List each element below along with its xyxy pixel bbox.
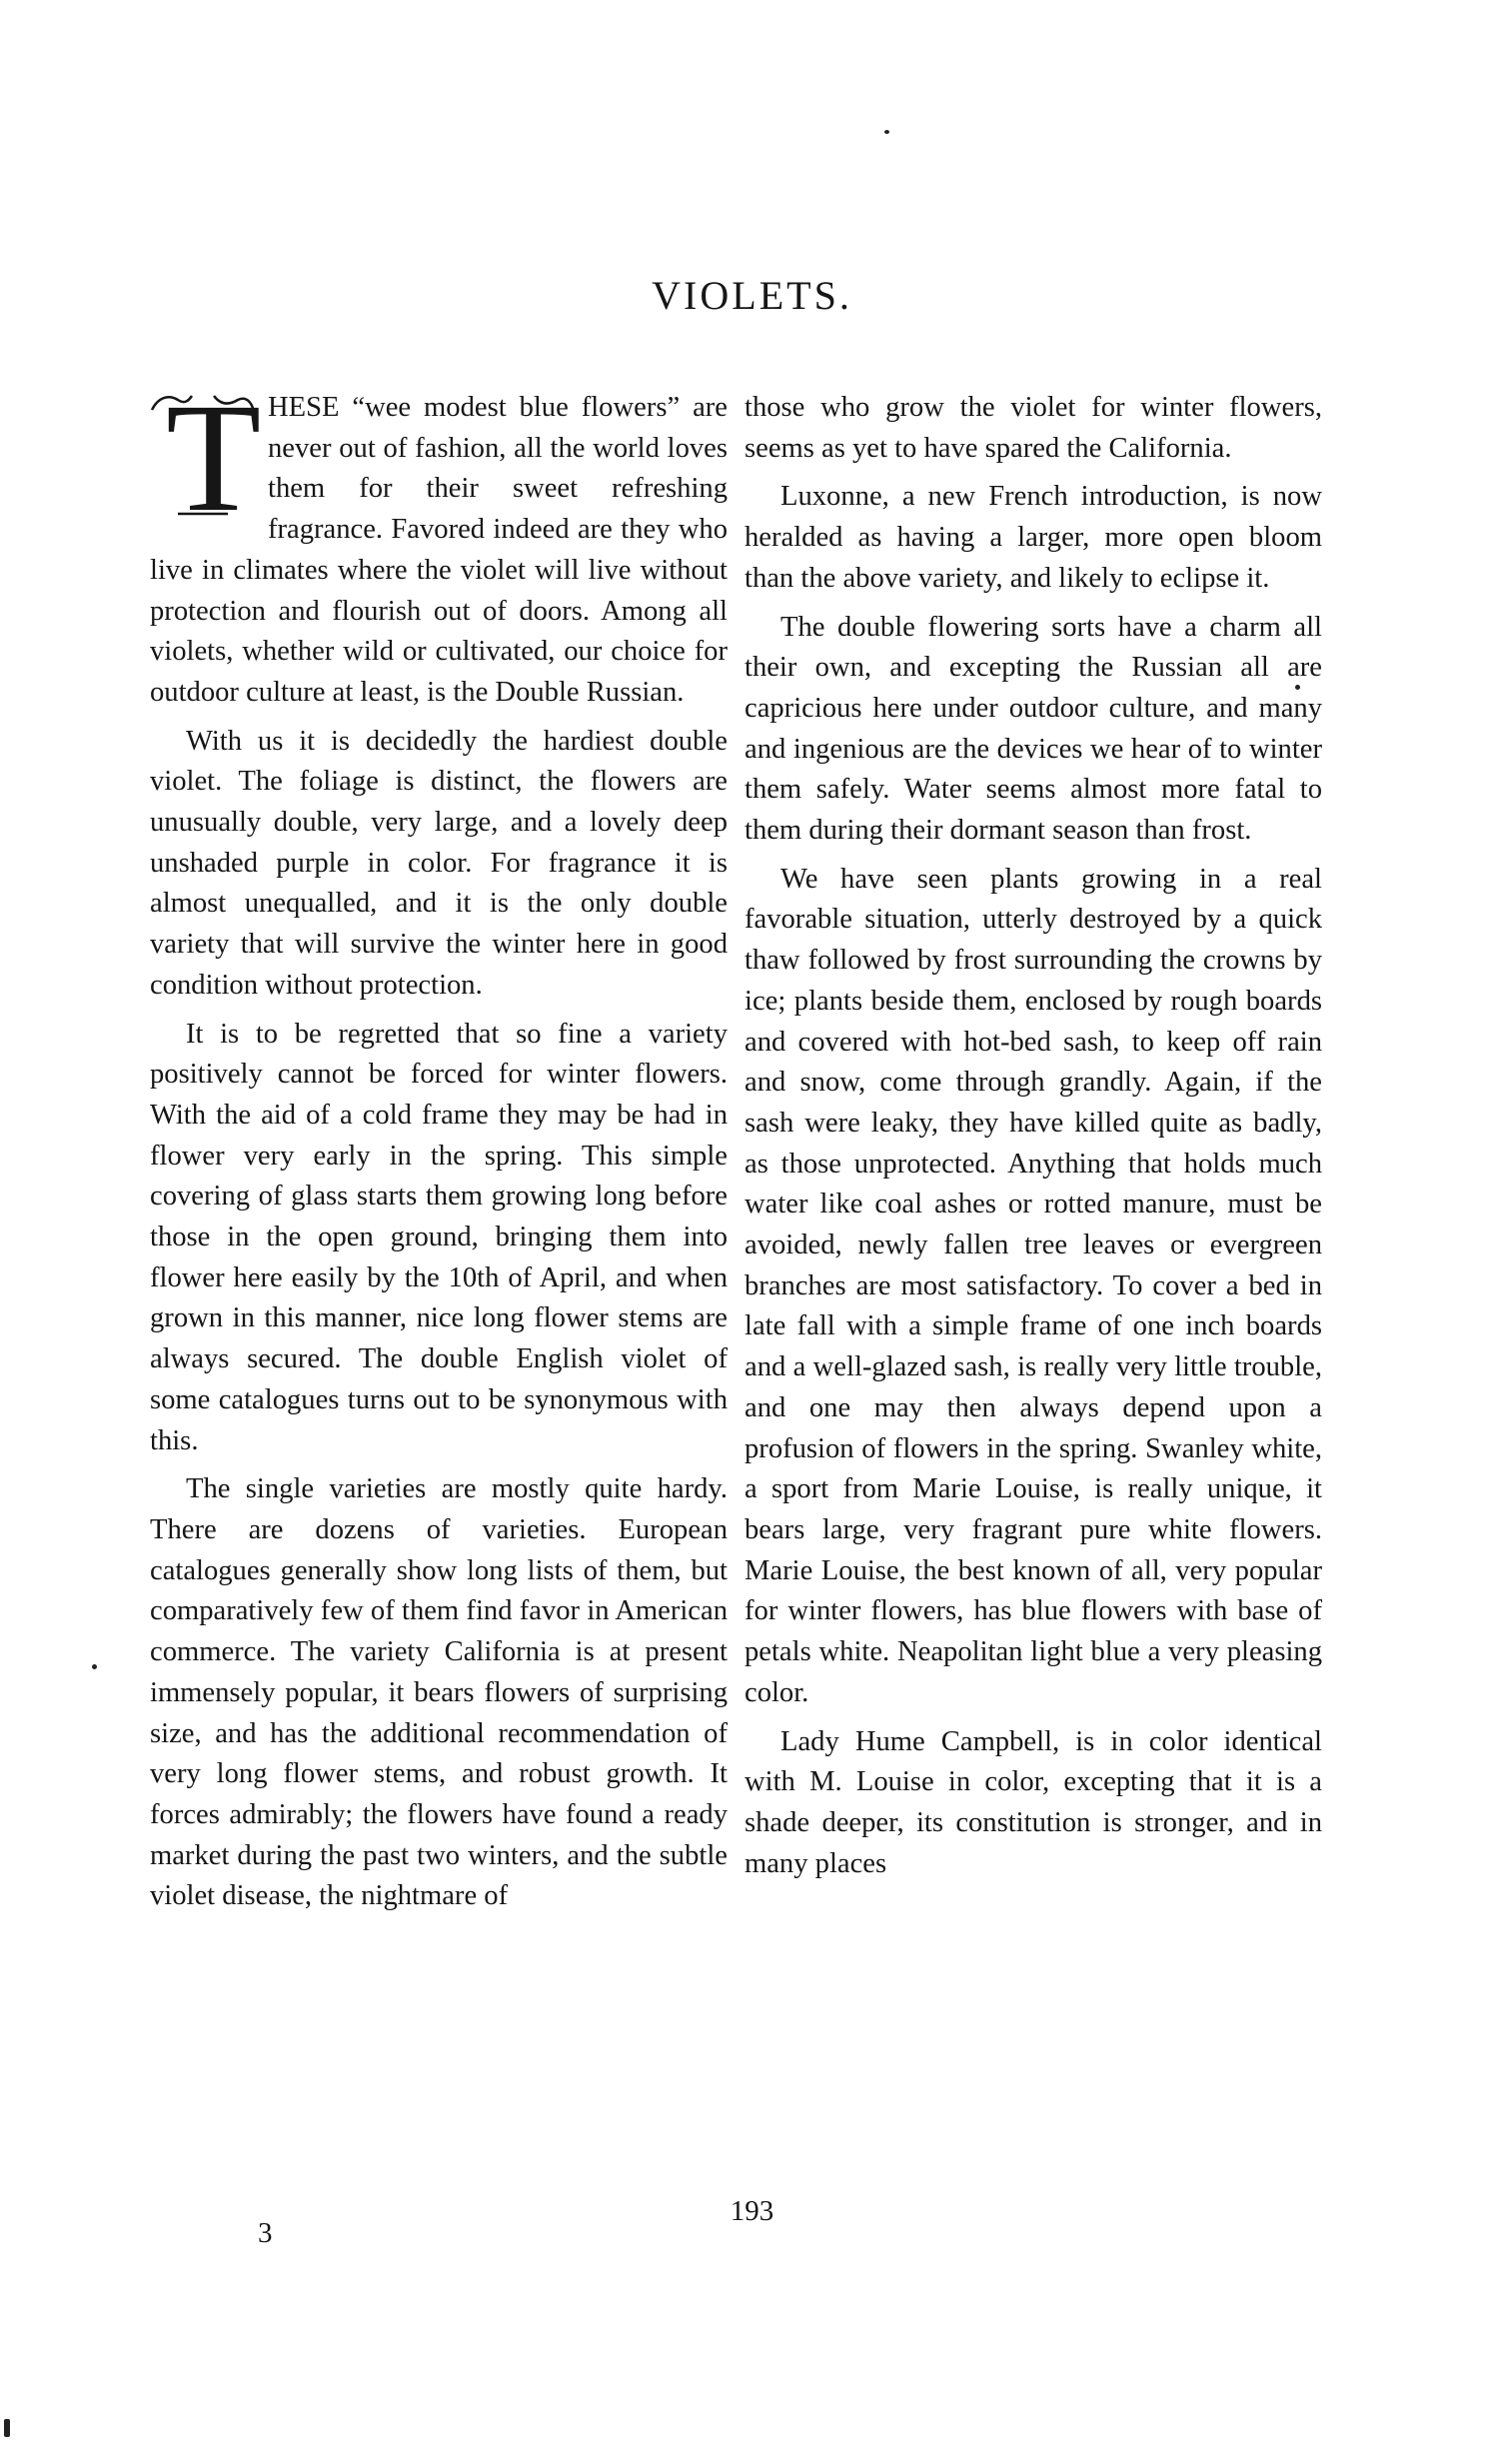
paragraph-3: It is to be regretted that so fine a variety positively cannot be forced for winter flowers. With the aid of a cold frame they may be had in flower very early in the spring. This simple covering of glass starts them growing long before those in the open ground, bringing them into flower here easily by the 10th of April, and when grown in this manner, nice long flower stems are always secured. The double English violet of some catalogues turns out to be synonymous with this.	[150, 1018, 728, 1456]
drop-cap-letter: T	[166, 371, 262, 544]
drop-cap	[148, 371, 262, 544]
page-number: 193	[730, 2195, 774, 2227]
paragraph-8: We have seen plants growing in a real favorable situation, utterly destroyed by a quick thaw followed by frost surrounding the crowns by ice; plants beside them, enclosed by rough boards and covered with hot-bed sash, to keep off rain and snow, come through grandly. Again, if the sash were leaky, they have killed quite as badly, as those unprotected. Anything that holds much water like coal ashes or rotted manure, must be avoided, newly fallen tree leaves or evergreen branches are most satisfactory. To cover a bed in late fall with a simple frame of one inch boards and a well-glazed sash, is really very little trouble, and one may then always depend upon a profusion of flowers in the spring. Swanley white, a sport from Marie Louise, is really unique, it bears large, very fragrant pure white flowers. Marie Louise, the best known of all, very popular for winter flowers, has blue flowers with base of petals white. Neapolitan light blue a very pleasing color.	[745, 863, 1322, 1708]
article-left-column	[150, 371, 728, 1917]
paragraph-1	[150, 371, 728, 714]
ink-speck	[1295, 685, 1300, 690]
ink-speck	[4, 2419, 10, 2437]
paragraph-9: Lady Hume Campbell, is in color identical with M. Louise in color, excepting that it is a shade deeper, its constitution is stronger, and in many places	[745, 1725, 1322, 1879]
ink-speck	[884, 130, 889, 134]
paragraph-4: The single varieties are mostly quite hardy. There are dozens of varieties. European catalogues generally show long lists of them, but comparatively few of them find favor in American commerce. The variety California is at present immensely popular, it bears flowers of surprising size, and has the additional recommendation of very long flower stems, and robust growth. It forces admirably; the flowers have found a ready market during the past two winters, and the subtle violet disease, the nightmare of	[150, 1473, 728, 1912]
article-right-column	[745, 388, 1322, 1884]
ink-speck	[92, 1664, 97, 1669]
paragraph-7: The double flowering sorts have a charm all their own, and excepting the Russian all are capricious here under outdoor culture, and many and ingenious are the devices we hear of to winter them safely. Water seems almost more fatal to them during their dormant season than frost.	[745, 611, 1322, 847]
page-title: VIOLETS.	[652, 273, 852, 318]
signature-mark: 3	[258, 2217, 273, 2249]
paragraph-5: those who grow the violet for winter flowers, seems as yet to have spared the California.	[745, 392, 1322, 464]
paragraph-6: Luxonne, a new French introduction, is now heralded as having a larger, more open bloom than the above variety, and likely to eclipse it.	[745, 481, 1322, 594]
paragraph-2: With us it is decidedly the hardiest double violet. The foliage is distinct, the flowers are unusually double, very large, and a lovely deep unshaded purple in color. For fragrance it is almost unequalled, and it is the only double variety that will survive the winter here in good condition without protection.	[150, 725, 728, 1001]
paragraph-text: HESE “wee modest blue flowers” are never out of fashion, all the world loves them for their sweet refreshing fragrance. Favored indeed are they who live in climates where the violet will live without protection and flourish out of doors. Among all violets, whether wild or cultivated, our choice for outdoor culture at least, is the Double Russian.	[150, 392, 728, 708]
